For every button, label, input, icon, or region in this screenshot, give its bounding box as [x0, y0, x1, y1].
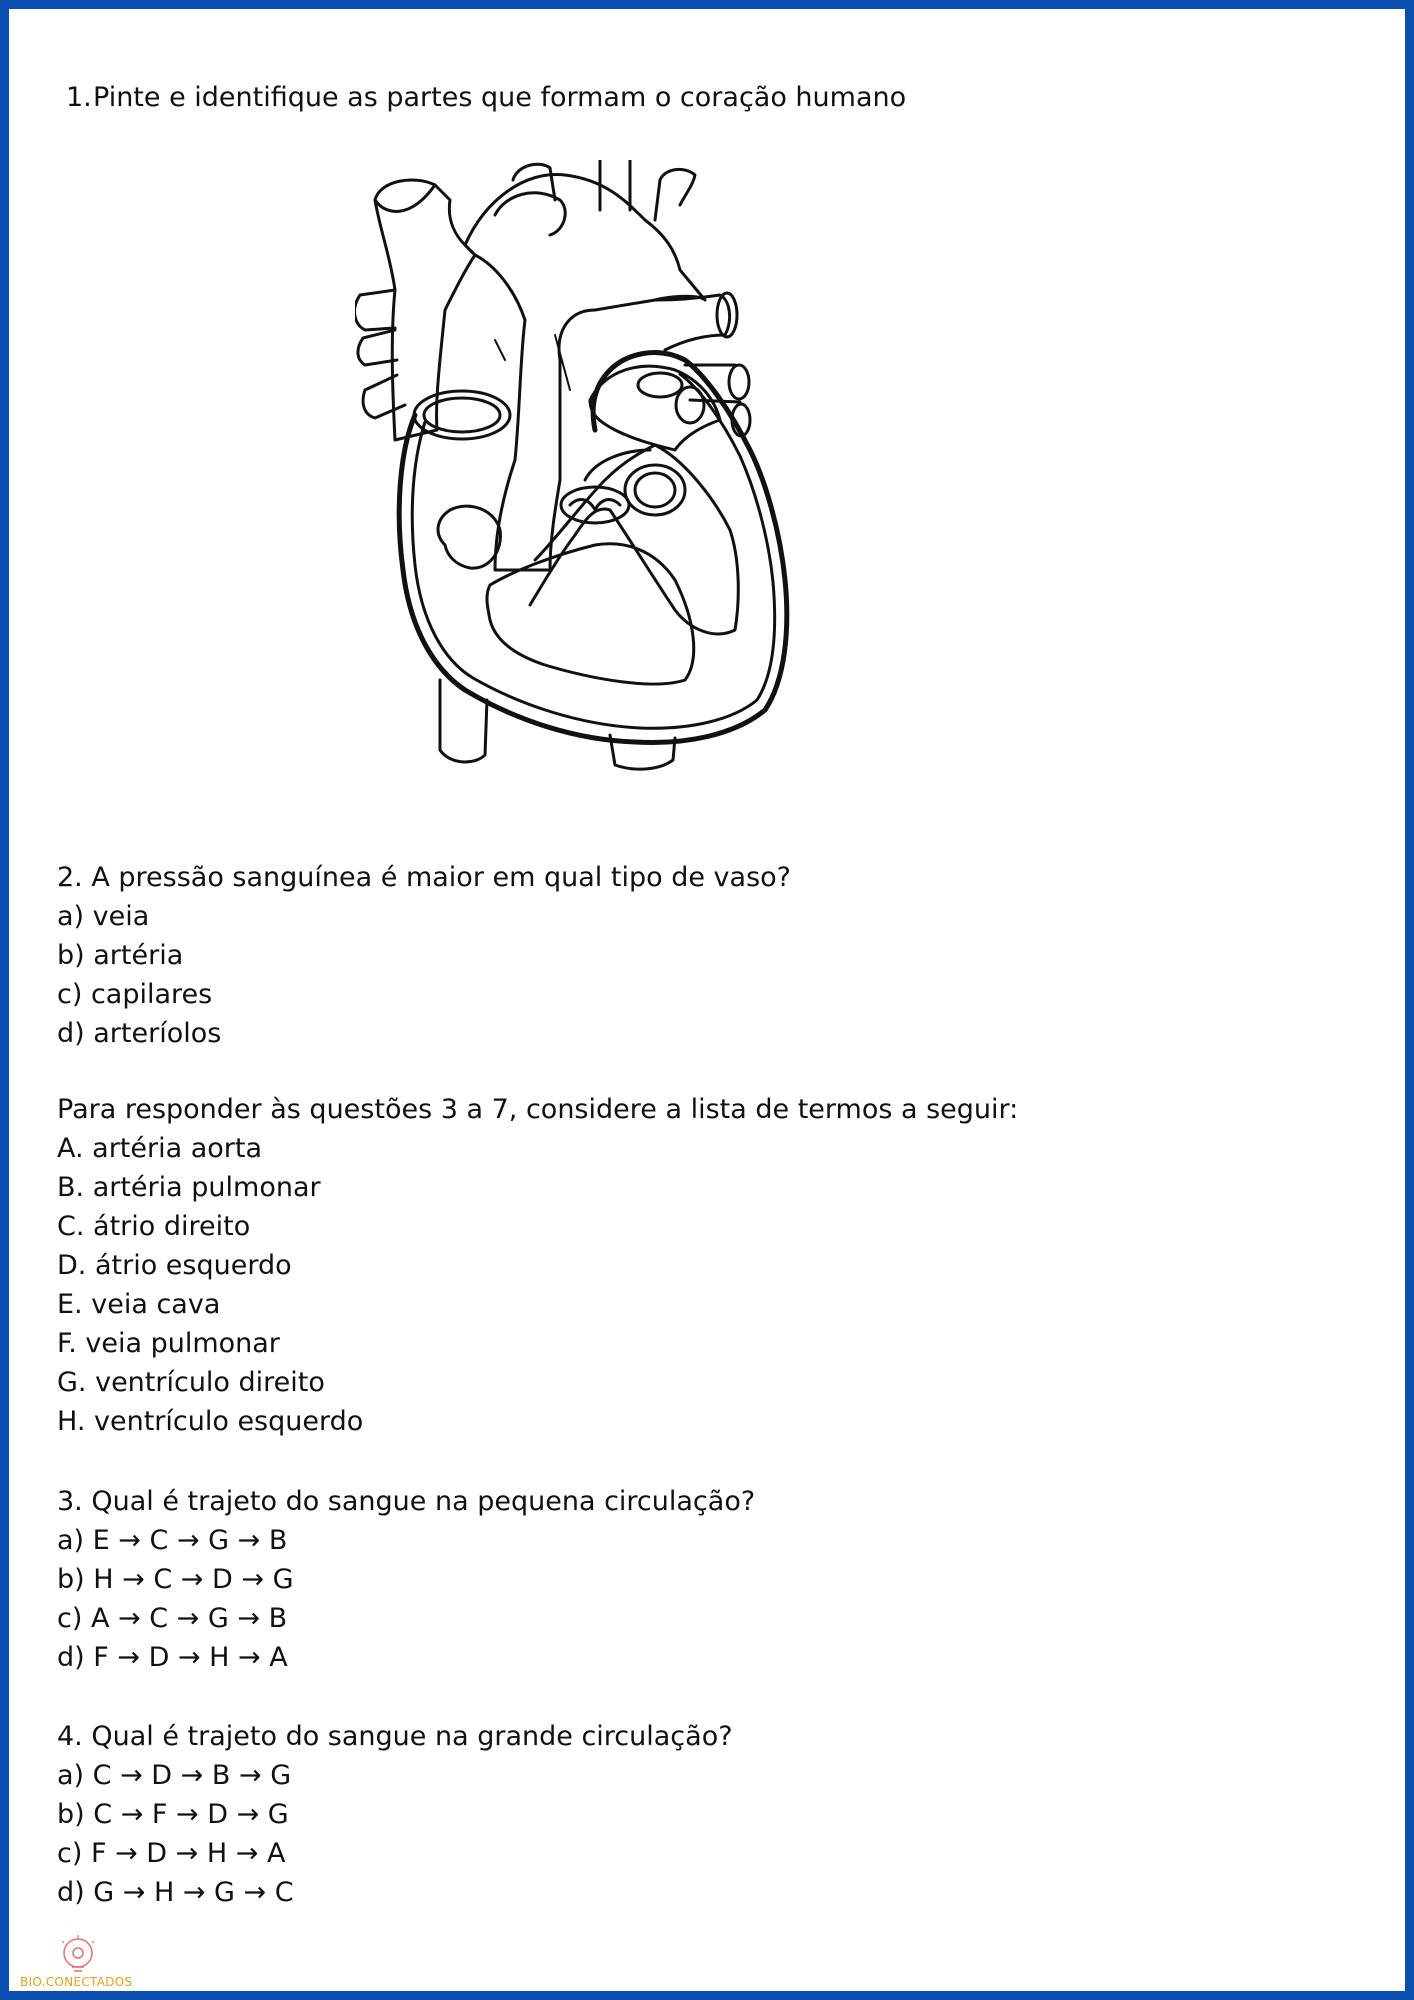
question-4-option: c) F → D → H → A	[57, 1838, 286, 1869]
term-item: B. artéria pulmonar	[57, 1172, 321, 1203]
term-item: G. ventrículo direito	[57, 1367, 325, 1398]
subclavian-artery	[655, 169, 695, 220]
question-2-prompt: 2. A pressão sanguínea é maior em qual tipo de vaso?	[57, 862, 791, 893]
question-4-prompt: 4. Qual é trajeto do sangue na grande circulação?	[57, 1721, 733, 1752]
term-item: A. artéria aorta	[57, 1133, 263, 1164]
terms-intro: Para responder às questões 3 a 7, considere a lista de termos a seguir:	[57, 1094, 1019, 1125]
question-4	[57, 1717, 733, 1912]
left-atrium	[590, 366, 720, 450]
question-1-number: 1.	[66, 82, 92, 113]
inferior-vena-cava	[440, 680, 487, 762]
term-item: D. átrio esquerdo	[57, 1250, 292, 1281]
term-item: E. veia cava	[57, 1289, 221, 1320]
question-2	[57, 858, 791, 1053]
question-4-option: b) C → F → D → G	[57, 1799, 289, 1830]
question-3-option: d) F → D → H → A	[57, 1642, 288, 1673]
logo-text: BIO.CONECTADOS	[20, 1975, 133, 1989]
question-4-option: a) C → D → B → G	[57, 1760, 292, 1791]
question-2-option: b) artéria	[57, 940, 184, 971]
question-3-option: b) H → C → D → G	[57, 1564, 294, 1595]
question-2-option: c) capilares	[57, 979, 213, 1010]
term-item: F. veia pulmonar	[57, 1328, 280, 1359]
question-2-option: d) arteríolos	[57, 1018, 222, 1049]
carotid-artery	[600, 160, 630, 170]
question-3-option: a) E → C → G → B	[57, 1525, 288, 1556]
right-ventricle	[438, 506, 500, 568]
term-item: C. átrio direito	[57, 1211, 251, 1242]
term-item: H. ventrículo esquerdo	[57, 1406, 364, 1437]
question-4-option: d) G → H → G → C	[57, 1877, 294, 1908]
question-3-prompt: 3. Qual é trajeto do sangue na pequena circulação?	[57, 1486, 756, 1517]
terms-list	[57, 1090, 1018, 1441]
question-1	[66, 80, 906, 116]
pulmonary-vein-left-1	[355, 290, 395, 330]
question-3-option: c) A → C → G → B	[57, 1603, 288, 1634]
pulmonary-vein-left-3	[363, 375, 405, 418]
heart-diagram	[355, 160, 895, 780]
question-1-text: Pinte e identifique as partes que formam o coração humano	[93, 82, 907, 113]
left-ventricle	[487, 544, 694, 684]
question-3	[57, 1482, 755, 1677]
question-2-option: a) veia	[57, 901, 150, 932]
